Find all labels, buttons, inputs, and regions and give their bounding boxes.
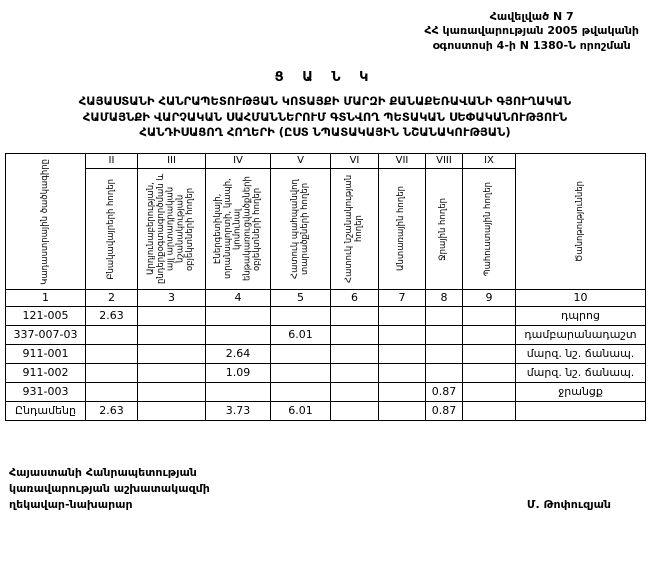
signatory-line-1: Հայաստանի Հանրապետության [9, 465, 197, 479]
document-title-block [5, 69, 645, 141]
appendix-block [424, 10, 639, 53]
column-header-label: Կադաստրային ծածկագիրը [39, 158, 50, 285]
appendix-line-3: օգոստոսի 4-ի N 1380-Ն որոշման [432, 38, 631, 52]
header-cell-infrastructure-lands [206, 153, 271, 289]
value-cell [426, 325, 463, 344]
value-cell [379, 401, 426, 420]
roman-numeral: VI [331, 154, 378, 169]
cadastral-code-cell: 911-001 [6, 344, 86, 363]
value-cell [86, 344, 138, 363]
value-cell [463, 401, 516, 420]
header-cell-industrial-lands [138, 153, 206, 289]
appendix-line-2: ՀՀ կառավարության 2005 թվականի [424, 24, 639, 38]
total-label-cell: Ընդամենը [6, 401, 86, 420]
column-number: 2 [86, 289, 138, 306]
value-cell [331, 363, 379, 382]
value-cell [331, 344, 379, 363]
table-row [6, 325, 646, 344]
column-header-label: Հատուկ նշանակության հողեր [343, 174, 364, 284]
note-cell: մարզ. նշ. ճանապ. [516, 363, 646, 382]
total-row [6, 401, 646, 420]
value-cell [379, 306, 426, 325]
cadastral-code-cell: 911-002 [6, 363, 86, 382]
value-cell: 2.64 [206, 344, 271, 363]
header-cell-settlement-lands [86, 153, 138, 289]
table-row [6, 382, 646, 401]
value-cell [331, 325, 379, 344]
header-cell-forest-lands [379, 153, 426, 289]
column-number: 5 [271, 289, 331, 306]
roman-numeral: IX [463, 154, 515, 169]
value-cell [206, 382, 271, 401]
header-cell-water-lands [426, 153, 463, 289]
header-cell-reserve-lands [463, 153, 516, 289]
column-number: 10 [516, 289, 646, 306]
roman-numeral: III [138, 154, 205, 169]
note-cell: դպրոց [516, 306, 646, 325]
roman-numeral: VII [379, 154, 425, 169]
value-cell [138, 325, 206, 344]
value-cell: 3.73 [206, 401, 271, 420]
column-number: 9 [463, 289, 516, 306]
header-cell-special-lands [331, 153, 379, 289]
signatory-title-block [9, 465, 210, 513]
value-cell [426, 344, 463, 363]
column-header-label: Անտառային հողեր [396, 186, 407, 272]
appendix-line-1: Հավելված N 7 [489, 10, 574, 23]
value-cell: 2.63 [86, 401, 138, 420]
column-header-label: Ջրային հողեր [438, 197, 449, 261]
signatory-line-2: կառավարության աշխատակազմի [9, 481, 210, 495]
value-cell [271, 363, 331, 382]
value-cell: 0.87 [426, 401, 463, 420]
column-header-label: Բնակավայրերի հողեր [105, 178, 116, 280]
value-cell [426, 306, 463, 325]
roman-numeral: II [86, 154, 137, 169]
value-cell: 0.87 [426, 382, 463, 401]
value-cell [138, 306, 206, 325]
signatory-name: Մ. Թոփուզյան [526, 497, 611, 511]
value-cell [271, 382, 331, 401]
roman-numeral: VIII [426, 154, 462, 169]
value-cell [138, 382, 206, 401]
column-header-label: Արդյունաբերության, ընդերքօգտագործման և այլ արտադրական նշանակության օբյեկտների հողեր [146, 173, 196, 285]
value-cell [463, 306, 516, 325]
value-cell [331, 306, 379, 325]
column-number-row [6, 289, 646, 306]
table-row [6, 363, 646, 382]
value-cell [463, 325, 516, 344]
value-cell [138, 344, 206, 363]
value-cell [138, 401, 206, 420]
value-cell [331, 382, 379, 401]
table-row [6, 306, 646, 325]
title-line-1: ՀԱՅԱՍՏԱՆԻ ՀԱՆՐԱՊԵՏՈՒԹՅԱՆ ԿՈՏԱՅՔԻ ՄԱՐԶԻ ՔԱՆԱՔԵՌԱՎԱՆԻ ԳՅՈՒՂԱԿԱՆ [78, 94, 572, 109]
value-cell: 6.01 [271, 401, 331, 420]
value-cell [463, 382, 516, 401]
value-cell [379, 344, 426, 363]
column-number: 6 [331, 289, 379, 306]
value-cell [379, 382, 426, 401]
column-header-label: Էներգետիկայի, տրանսպորտի, կապի, կոմունալ ենթակառուցվածքների օբյեկտների հողեր [212, 176, 262, 282]
header-cell-protected-lands [271, 153, 331, 289]
note-cell: ջրանցք [516, 382, 646, 401]
value-cell [138, 363, 206, 382]
note-cell [516, 401, 646, 420]
value-cell [463, 363, 516, 382]
column-header-label: Հատուկ պահպանվող տարածքների հողեր [289, 179, 310, 279]
value-cell [86, 325, 138, 344]
roman-numeral: V [271, 154, 330, 169]
land-category-table [5, 153, 646, 421]
title-line-2: ՀԱՄԱՅՆՔԻ ՎԱՐՉԱԿԱՆ ՍԱՀՄԱՆՆԵՐՈՒՄ ԳՏՆՎՈՂ ՊԵՏԱԿԱՆ ՍԵՓԱԿԱՆՈՒԹՅՈՒՆ [82, 109, 568, 124]
value-cell [379, 363, 426, 382]
header-cell-notes [516, 153, 646, 289]
column-header-label: Պահուստային հողեր [483, 181, 494, 277]
value-cell [86, 363, 138, 382]
value-cell: 2.63 [86, 306, 138, 325]
note-cell: դամբարանադաշտ [516, 325, 646, 344]
page-title: Ց Ա Ն Կ [274, 69, 376, 85]
cadastral-code-cell: 931-003 [6, 382, 86, 401]
value-cell [86, 382, 138, 401]
note-cell: մարզ. նշ. ճանապ. [516, 344, 646, 363]
footer-block [5, 465, 645, 513]
column-number: 8 [426, 289, 463, 306]
header-cell-cadastral-code [6, 153, 86, 289]
column-number: 7 [379, 289, 426, 306]
value-cell [271, 306, 331, 325]
column-number: 3 [138, 289, 206, 306]
title-line-3: ՀԱՆԴԻՍԱՑՈՂ ՀՈՂԵՐԻ (ԸՍՏ ՆՊԱՏԱԿԱՅԻՆ ՆՇԱՆԱԿՈՒԹՅԱՆ) [139, 125, 511, 140]
column-number: 4 [206, 289, 271, 306]
value-cell [206, 325, 271, 344]
value-cell [379, 325, 426, 344]
roman-numeral: IV [206, 154, 270, 169]
cadastral-code-cell: 121-005 [6, 306, 86, 325]
value-cell [426, 363, 463, 382]
value-cell [463, 344, 516, 363]
signatory-line-3: ղեկավար-նախարար [9, 497, 133, 511]
value-cell [331, 401, 379, 420]
cadastral-code-cell: 337-007-03 [6, 325, 86, 344]
value-cell: 1.09 [206, 363, 271, 382]
table-header-row [6, 153, 646, 289]
column-number: 1 [6, 289, 86, 306]
value-cell [206, 306, 271, 325]
value-cell: 6.01 [271, 325, 331, 344]
column-header-label: Ծանոթություններ [574, 181, 585, 262]
value-cell [271, 344, 331, 363]
table-row [6, 344, 646, 363]
